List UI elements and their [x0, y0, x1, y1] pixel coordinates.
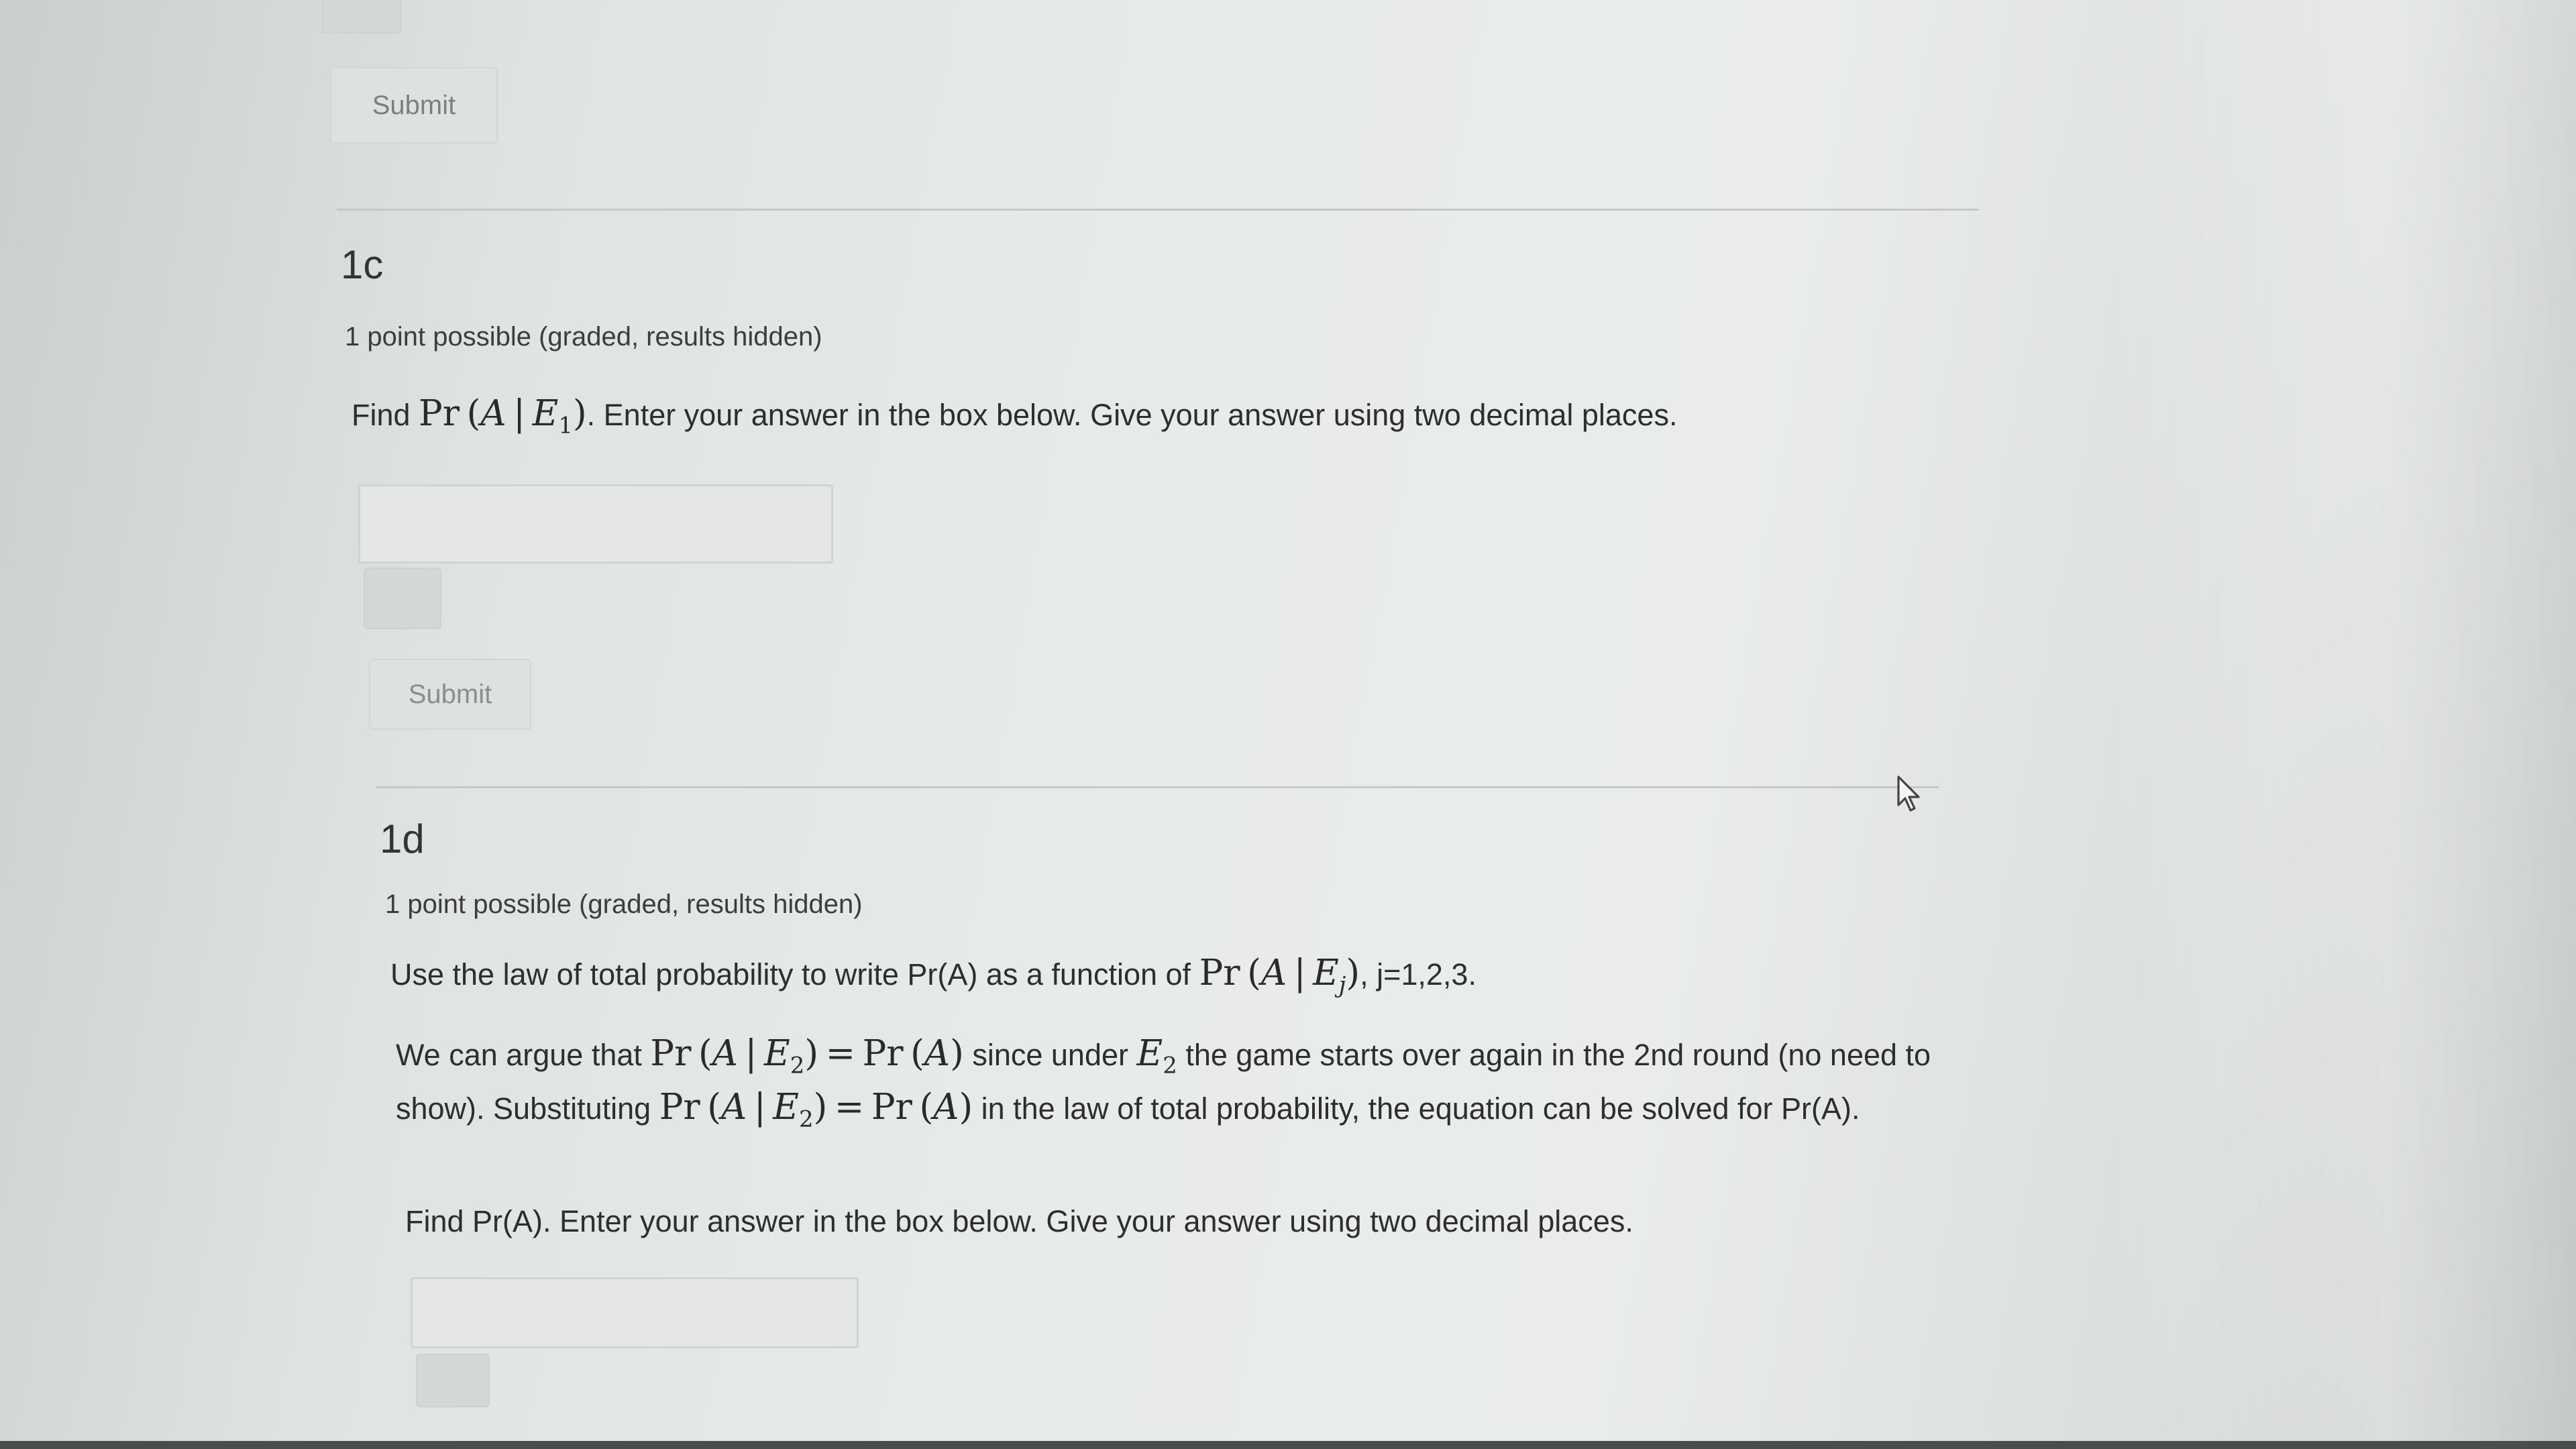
question-heading-1c: 1c — [341, 242, 384, 287]
answer-input-1d[interactable] — [411, 1277, 859, 1348]
answer-input-1c[interactable] — [358, 484, 833, 564]
section-divider-1c-1d — [376, 786, 1939, 788]
status-indicator-1d — [416, 1354, 490, 1407]
previous-status-indicator — [322, 0, 402, 34]
screen-glare — [2106, 0, 2576, 1449]
section-divider — [337, 209, 1979, 211]
submit-button-1c[interactable]: Submit — [369, 659, 531, 730]
monitor-bezel — [0, 1441, 2576, 1449]
question-prompt-1d: Find Pr(A). Enter your answer in the box below. Give your answer using two decimal places. — [405, 1204, 1633, 1238]
previous-submit-button[interactable]: Submit — [330, 67, 498, 144]
argument-paragraph: We can argue that Pr (A | $E_2) = Pr$ (A) since under $E_2$ the game starts over again in the 2nd round (no need to show). Substituting Pr (A | $E_2) = Pr$ (A) in the law of total probability, the equation can be solved for Pr(A). — [396, 1033, 1931, 1133]
question-prompt-1c: Find Pr (A | $E_1$). Enter your answer in the box below. Give your answer using two decimal places. — [352, 393, 1678, 439]
points-info-1d: 1 point possible (graded, results hidden) — [385, 890, 863, 919]
question-heading-1d: 1d — [380, 816, 425, 861]
math-pr-a-given-e1: Pr (A | $E_1$) — [419, 393, 587, 439]
math-pr-a-given-ej: Pr (A | $E_j$) — [1199, 953, 1360, 999]
math-pr-a-given-e2-equals-pr-a: Pr (A | $E_2) = Pr$ (A) — [650, 1033, 964, 1079]
math-pr-a-given-e2-equals-pr-a-substitution: Pr (A | $E_2) = Pr$ (A) — [659, 1086, 973, 1133]
status-indicator-1c — [364, 568, 441, 629]
mouse-pointer-icon — [1896, 775, 1923, 813]
law-of-total-probability-prompt: Use the law of total probability to write Pr(A) as a function of Pr (A | $E_j$), j=1,2,3. — [390, 953, 1477, 999]
math-e2: $E_2$ — [1136, 1033, 1177, 1079]
points-info-1c: 1 point possible (graded, results hidden) — [345, 322, 822, 352]
